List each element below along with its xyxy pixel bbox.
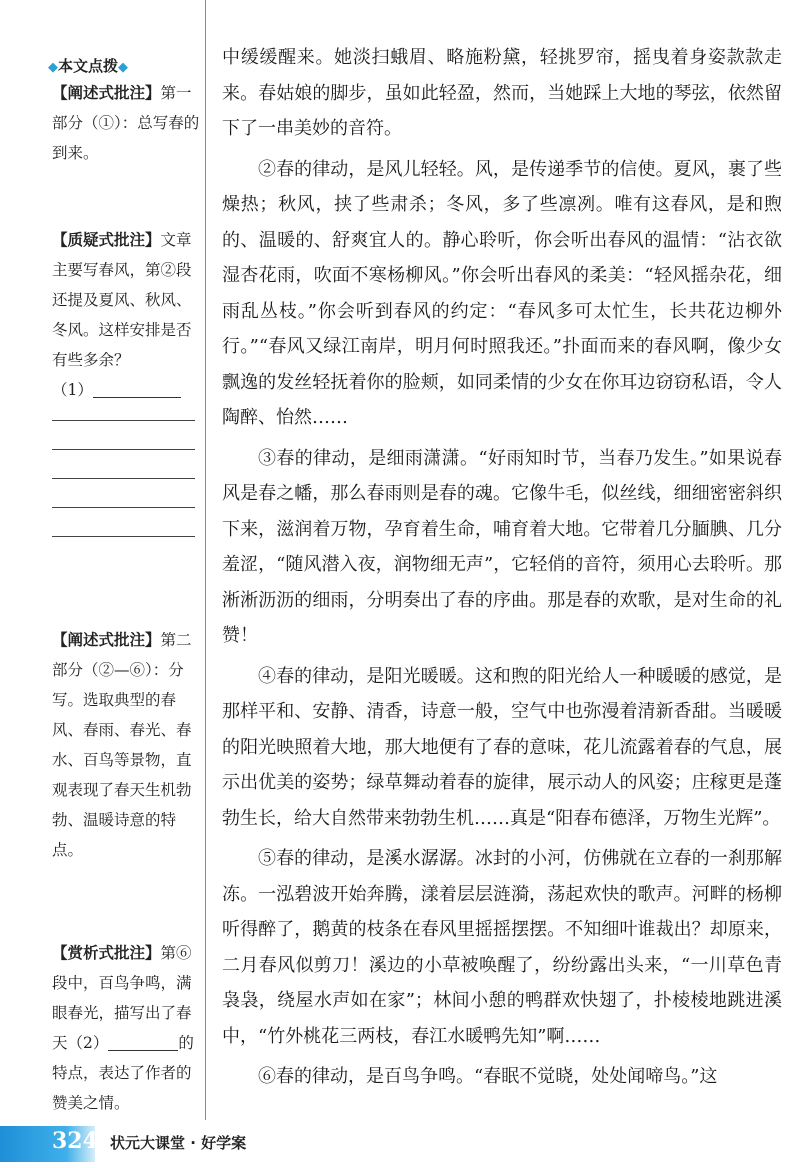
diamond-icon: ◆ bbox=[118, 60, 129, 75]
annotation-sidebar bbox=[0, 0, 206, 1120]
sidebar-title-text: 本文点拨 bbox=[58, 57, 119, 75]
page-number: 324 bbox=[52, 1128, 98, 1154]
annotation-note-3 bbox=[52, 625, 200, 865]
annotation-tag: 【阐述式批注】 bbox=[52, 631, 161, 649]
answer-blank[interactable] bbox=[108, 1032, 178, 1051]
annotation-note-4 bbox=[52, 938, 200, 1118]
annotation-text: 第二部分（②—⑥）：分写。选取典型的春风、春雨、春光、春水、百鸟等景物，直观表现了春天生机勃勃、温暖诗意的特点。 bbox=[52, 631, 192, 859]
blank-label: （1） bbox=[52, 381, 93, 399]
annotation-tag: 【赏析式批注】 bbox=[52, 944, 161, 962]
answer-line[interactable] bbox=[52, 478, 195, 479]
answer-line[interactable] bbox=[52, 536, 195, 537]
annotation-text: 文章主要写春风，第②段还提及夏风、秋风、冬风。这样安排是否有些多余？ bbox=[52, 231, 192, 369]
answer-line[interactable] bbox=[52, 507, 195, 508]
annotation-text: 的特点，表达了作者的赞美之情。 bbox=[52, 1034, 194, 1112]
paragraph: ③春的律动，是细雨潇潇。“好雨知时节，当春乃发生。”如果说春风是春之幡，那么春雨则是春的魂。它像牛毛，似丝线，细细密密斜织下来，滋润着万物，孕育着生命，哺育着大地。它带着几分腼腆、几分羞涩，“随风潜入夜，润物细无声”，它轻俏的音符，须用心去聆听。那淅淅沥沥的细雨，分明奏出了春的序曲。那是春的欢歌，是对生命的礼赞！ bbox=[222, 447, 782, 646]
answer-line[interactable] bbox=[52, 449, 195, 450]
annotation-tag: 【质疑式批注】 bbox=[52, 231, 161, 249]
paragraph: ⑤春的律动，是溪水潺潺。冰封的小河，仿佛就在立春的一刹那解冻。一泓碧波开始奔腾，漾着层层涟漪，荡起欢快的歌声。河畔的杨柳听得醉了，鹅黄的枝条在春风里摇摇摆摆。不知细叶谁裁出？却原来，二月春风似剪刀！溪边的小草被唤醒了，纷纷露出头来，“一川草色青袅袅，绕屋水声如在家”；林间小憩的鸭群欢快翅了，扑棱棱地跳进溪中，“竹外桃花三两枝，春江水暖鸭先知”啊…… bbox=[222, 848, 782, 1047]
annotation-text: 第⑥段中，百鸟争鸣，满眼春光，描写出了春天 bbox=[52, 944, 192, 1052]
diamond-icon: ◆ bbox=[48, 60, 58, 75]
answer-blank[interactable] bbox=[93, 379, 181, 398]
blank-label: （2） bbox=[67, 1034, 109, 1052]
sidebar-title bbox=[48, 55, 128, 76]
article-body bbox=[222, 40, 782, 1095]
paragraph: ④春的律动，是阳光暖暖。这和煦的阳光给人一种暖暖的感觉，是那样平和、安静、清香，诗意一般，空气中也弥漫着清新香甜。当暖暖的阳光映照着大地，那大地便有了春的意味，花儿流露着春的气息，展示出优美的姿势；绿草舞动着春的旋律，展示动人的风姿；庄稼更是蓬勃生长，给大自然带来勃勃生机……真是“阳春布德泽，万物生光辉”。 bbox=[222, 665, 782, 829]
paragraph: 中缓缓醒来。她淡扫蛾眉、略施粉黛，轻挑罗帘，摇曳着身姿款款走来。春姑娘的脚步，虽如此轻盈，然而，当她踩上大地的琴弦，依然留下了一串美妙的音符。 bbox=[222, 47, 782, 139]
paragraph: ⑥春的律动，是百鸟争鸣。“春眠不觉晓，处处闻啼鸟。”这 bbox=[258, 1066, 718, 1087]
paragraph: ②春的律动，是风儿轻轻。风，是传递季节的信使。夏风，裹了些燥热；秋风，挟了些肃杀；冬风，多了些凛冽。唯有这春风，是和煦的、温暖的、舒爽宜人的。静心聆听，你会听出春风的温情：“沾衣欲湿杏花雨，吹面不寒杨柳风。”你会听出春风的柔美：“轻风摇杂花，细雨乱丛枝。”你会听到春风的约定：“春风多可太忙生，长共花边柳外行。”“春风又绿江南岸，明月何时照我还。”扑面而来的春风啊，像少女飘逸的发丝轻抚着你的脸颊，如同柔情的少女在你耳边窃窃私语，令人陶醉、怡然…… bbox=[222, 158, 782, 428]
annotation-tag: 【阐述式批注】 bbox=[52, 84, 161, 102]
annotation-note-1 bbox=[52, 78, 200, 168]
annotation-text: 第一部分（①）：总写春的到来。 bbox=[52, 84, 200, 162]
answer-line[interactable] bbox=[52, 420, 195, 421]
book-title: 状元大课堂 · 好学案 bbox=[110, 1134, 247, 1152]
annotation-note-2 bbox=[52, 225, 200, 405]
